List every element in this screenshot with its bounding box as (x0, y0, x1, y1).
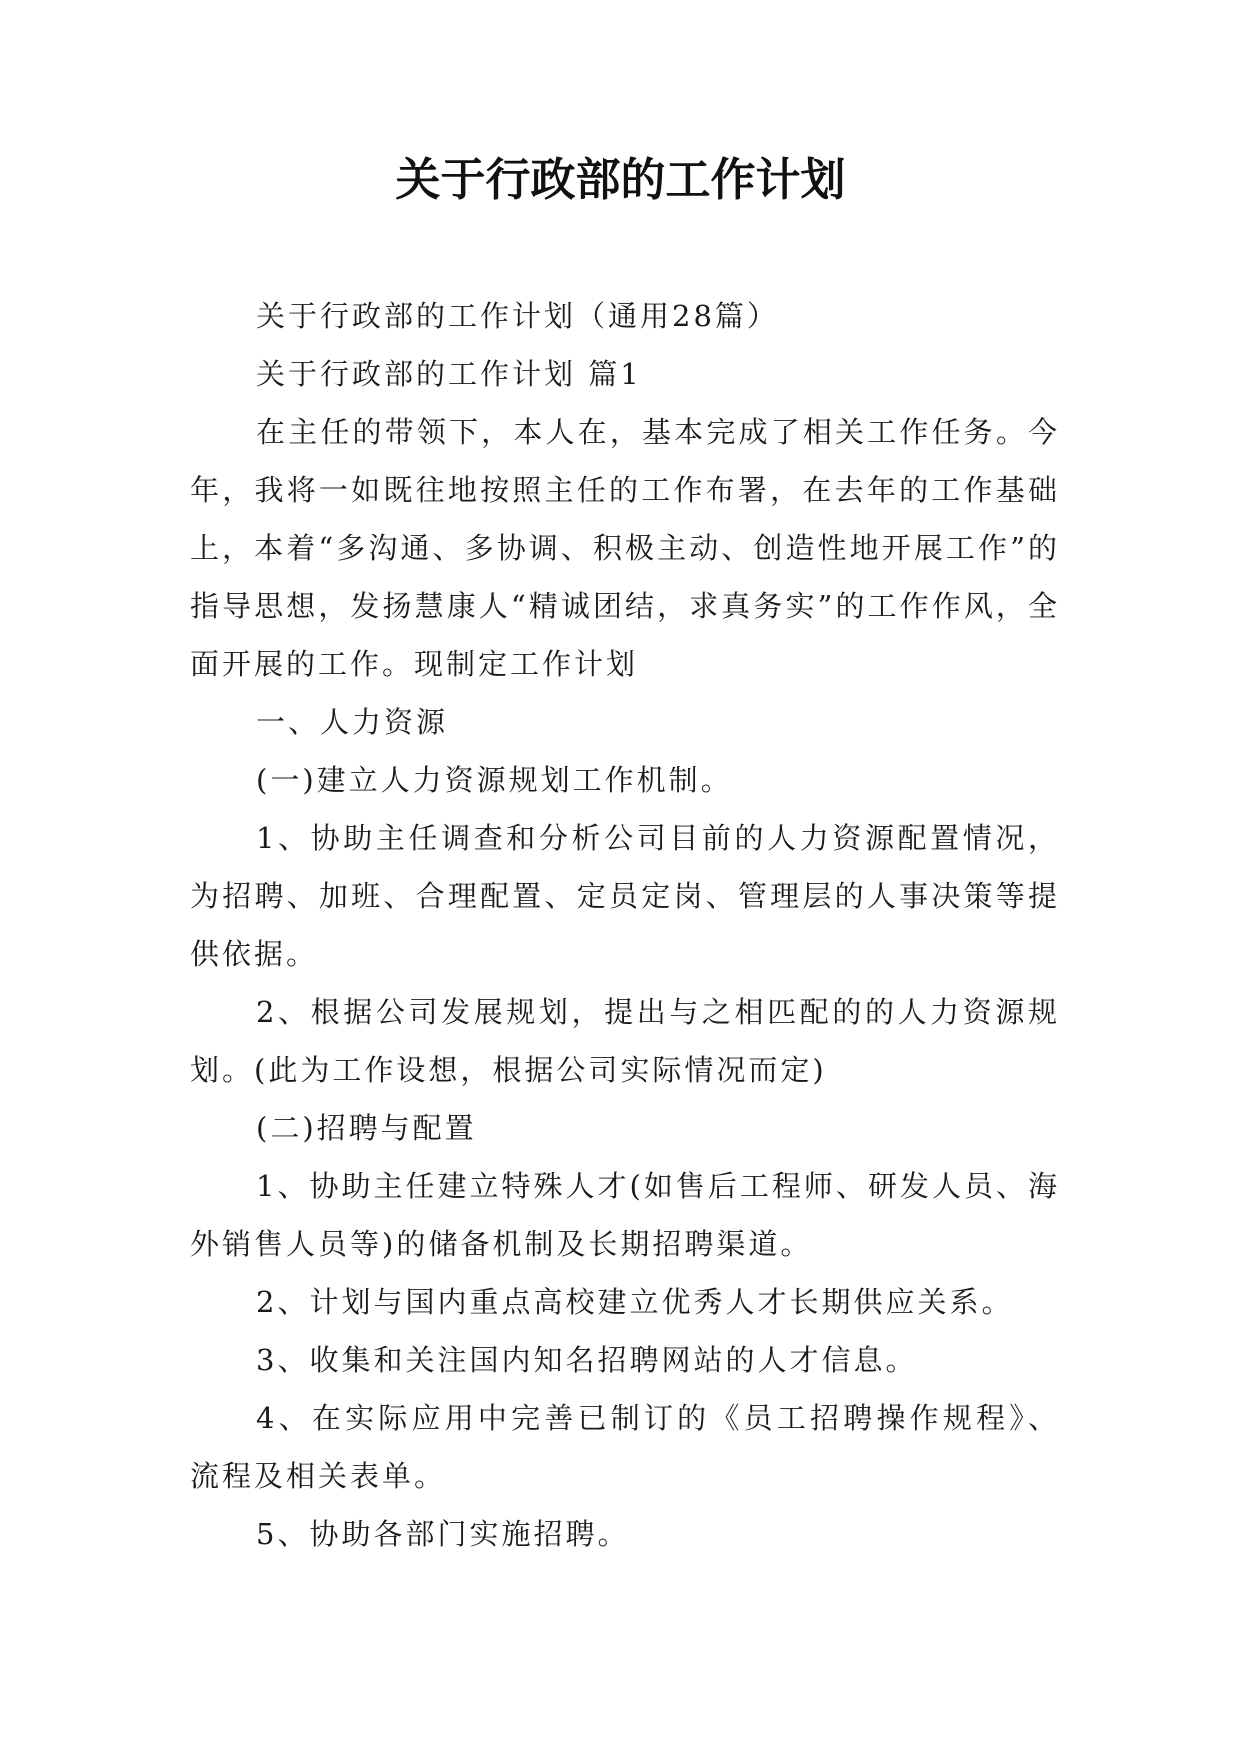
paragraph-item: 5、协助各部门实施招聘。 (256, 1517, 630, 1551)
paragraph-intro: 在主任的带领下，本人在，基本完成了相关工作任务。今年，我将一如既往地按照主任的工作布署，在去年的工作基础上，本着“多沟通、多协调、积极主动、创造性地开展工作”的指导思想，发扬慧康人“精诚团结，求真务实”的工作作风，全面开展的工作。现制定工作计划 (190, 415, 1060, 681)
paragraph-item: 1、协助主任建立特殊人才(如售后工程师、研发人员、海外销售人员等)的储备机制及长期招聘渠道。 (190, 1169, 1060, 1261)
document-title: 关于行政部的工作计划 (395, 153, 846, 206)
paragraph-subheading-recruitment: (二)招聘与配置 (256, 1111, 477, 1145)
paragraph-item: 2、根据公司发展规划，提出与之相匹配的的人力资源规划。(此为工作设想，根据公司实际情况而定) (190, 995, 1060, 1087)
paragraph-item: 2、计划与国内重点高校建立优秀人才长期供应关系。 (256, 1285, 1014, 1319)
paragraph-subtitle: 关于行政部的工作计划（通用28篇） (256, 299, 779, 333)
paragraph-item: 4、在实际应用中完善已制订的《员工招聘操作规程》、流程及相关表单。 (190, 1401, 1060, 1493)
paragraph-subheading-planning: (一)建立人力资源规划工作机制。 (256, 763, 733, 797)
paragraph-heading-hr: 一、人力资源 (256, 705, 449, 739)
paragraph-section-heading: 关于行政部的工作计划 篇1 (256, 357, 642, 391)
paragraph-item: 3、收集和关注国内知名招聘网站的人才信息。 (256, 1343, 918, 1377)
document-body (190, 287, 1060, 1563)
paragraph-item: 1、协助主任调查和分析公司目前的人力资源配置情况，为招聘、加班、合理配置、定员定岗、管理层的人事决策等提供依据。 (190, 821, 1060, 971)
